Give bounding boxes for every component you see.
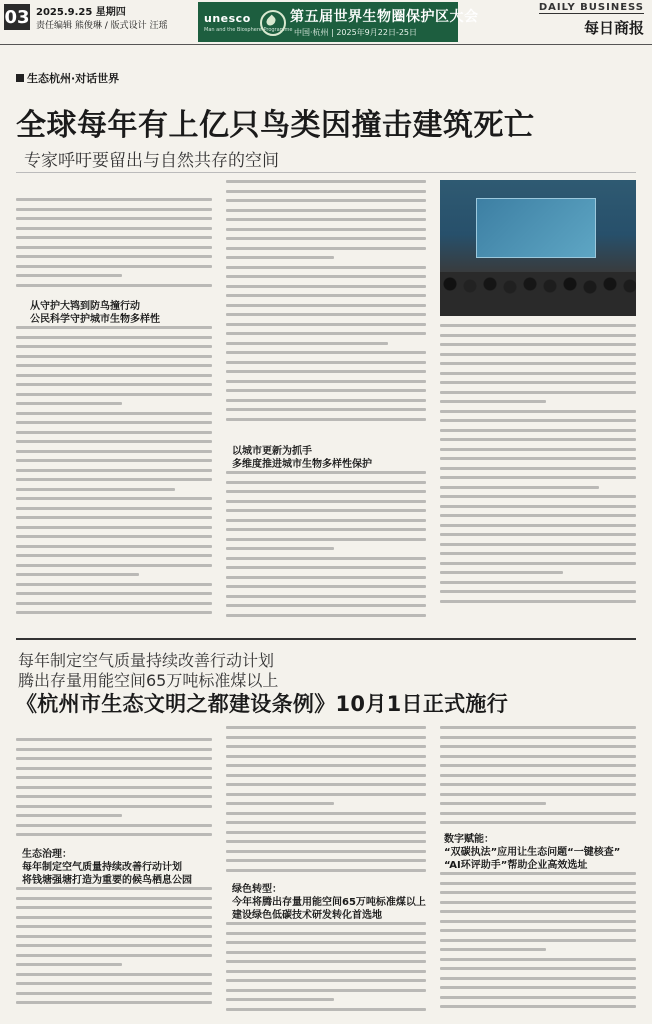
body-text-line — [16, 236, 212, 239]
body-text-line — [16, 786, 212, 789]
editor-credit: 责任编辑 熊俊琳 / 版式设计 汪瑶 — [36, 21, 168, 31]
body-text-line — [226, 528, 426, 531]
body-text-line — [16, 887, 212, 890]
body-text-line — [226, 941, 426, 944]
body-text-line — [226, 538, 426, 541]
body-text-line — [226, 361, 426, 364]
audience-silhouettes — [440, 272, 636, 316]
body-text-line — [16, 450, 212, 453]
body-text-line — [226, 850, 426, 853]
body-text-line — [16, 992, 212, 995]
body-text-line — [226, 566, 426, 569]
article2-kicker-2: 腾出存量用能空间65万吨标准煤以上 — [18, 671, 279, 690]
body-text-line — [16, 564, 212, 567]
body-text-line — [16, 208, 212, 211]
article2-subhead: “双碳执法”应用让生态问题“一键核查” — [444, 847, 621, 858]
body-text-line — [16, 795, 212, 798]
body-text-line — [16, 748, 212, 751]
body-text-line — [440, 920, 636, 923]
body-text-line — [226, 604, 426, 607]
body-text-line — [440, 986, 636, 989]
body-text-line — [16, 364, 212, 367]
body-text-line — [226, 500, 426, 503]
body-text-line — [440, 505, 636, 508]
article2-subhead: “AI环评助手”帮助企业高效选址 — [444, 860, 588, 871]
body-text-line — [226, 802, 334, 805]
body-text-line — [226, 323, 426, 326]
body-text-line — [226, 783, 426, 786]
body-text-line — [226, 859, 426, 862]
article1-column-3 — [440, 324, 636, 609]
article2-subhead: 生态治理： — [22, 849, 72, 860]
body-text-line — [226, 351, 426, 354]
body-text-line — [16, 824, 212, 827]
body-text-line — [440, 812, 636, 815]
body-text-line — [440, 996, 636, 999]
body-text-line — [16, 255, 212, 258]
article1-subhead: 以城市更新为抓手 — [232, 446, 312, 457]
body-text-line — [226, 228, 426, 231]
stage-screen — [476, 198, 596, 258]
article2-subhead: 绿色转型： — [232, 884, 282, 895]
article1-subheadline: 专家呼吁要留出与自然共存的空间 — [24, 151, 279, 171]
body-text-line — [16, 402, 122, 405]
body-text-line — [440, 410, 636, 413]
body-text-line — [440, 419, 636, 422]
body-text-line — [226, 557, 426, 560]
article2-subhead: 今年将腾出存量用能空间65万吨标准煤以上 — [232, 897, 426, 908]
article1-column-1-cont — [16, 326, 212, 621]
body-text-line — [16, 478, 212, 481]
body-text-line — [440, 590, 636, 593]
body-text-line — [440, 793, 636, 796]
body-text-line — [16, 217, 212, 220]
body-text-line — [16, 336, 212, 339]
body-text-line — [440, 353, 636, 356]
body-text-line — [226, 190, 426, 193]
body-text-line — [226, 266, 426, 269]
body-text-line — [16, 469, 212, 472]
article2-headline: 《杭州市生态文明之都建设条例》10月1日正式施行 — [16, 692, 509, 716]
body-text-line — [16, 459, 212, 462]
body-text-line — [226, 408, 426, 411]
body-text-line — [16, 954, 212, 957]
paper-name-english: DAILY BUSINESS — [538, 2, 644, 13]
body-text-line — [226, 736, 426, 739]
body-text-line — [226, 932, 426, 935]
body-text-line — [440, 764, 636, 767]
body-text-line — [226, 998, 334, 1001]
body-text-line — [16, 393, 212, 396]
body-text-line — [226, 922, 426, 925]
body-text-line — [440, 457, 636, 460]
body-text-line — [440, 429, 636, 432]
body-text-line — [440, 391, 636, 394]
body-text-line — [440, 514, 636, 517]
body-text-line — [226, 726, 426, 729]
article-divider — [16, 638, 636, 640]
body-text-line — [16, 583, 212, 586]
body-text-line — [226, 247, 426, 250]
body-text-line — [16, 592, 212, 595]
article1-headline: 全球每年有上亿只鸟类因撞击建筑死亡 — [16, 108, 535, 143]
body-text-line — [226, 745, 426, 748]
body-text-line — [226, 1008, 426, 1011]
body-text-line — [16, 833, 212, 836]
body-text-line — [440, 438, 636, 441]
body-text-line — [16, 1001, 212, 1004]
article1-column-2 — [226, 180, 426, 427]
body-text-line — [16, 326, 212, 329]
body-text-line — [440, 533, 636, 536]
body-text-line — [16, 507, 212, 510]
body-text-line — [226, 199, 426, 202]
body-text-line — [226, 519, 426, 522]
body-text-line — [16, 545, 212, 548]
article1-column-1 — [16, 198, 212, 293]
body-text-line — [226, 831, 426, 834]
article2-column-3-cont — [440, 872, 636, 1015]
body-text-line — [226, 294, 426, 297]
body-text-line — [16, 227, 212, 230]
body-text-line — [16, 535, 212, 538]
body-text-line — [440, 910, 636, 913]
body-text-line — [16, 925, 212, 928]
body-text-line — [440, 802, 546, 805]
body-text-line — [440, 872, 636, 875]
body-text-line — [16, 982, 212, 985]
body-text-line — [226, 989, 426, 992]
body-text-line — [440, 939, 636, 942]
banner-subtitle: 中国·杭州 | 2025年9月22日-25日 — [294, 28, 418, 37]
section-tag — [16, 70, 119, 86]
body-text-line — [16, 916, 212, 919]
body-text-line — [226, 304, 426, 307]
body-text-line — [226, 180, 426, 183]
body-text-line — [440, 467, 636, 470]
body-text-line — [440, 552, 636, 555]
body-text-line — [16, 355, 212, 358]
body-text-line — [226, 370, 426, 373]
article2-column-2 — [226, 726, 426, 878]
square-bullet-icon — [16, 74, 24, 82]
body-text-line — [16, 757, 212, 760]
body-text-line — [226, 399, 426, 402]
body-text-line — [440, 400, 546, 403]
body-text-line — [16, 602, 212, 605]
body-text-line — [440, 381, 636, 384]
body-text-line — [440, 891, 636, 894]
conference-banner — [198, 2, 479, 42]
body-text-line — [440, 726, 636, 729]
body-text-line — [226, 481, 426, 484]
body-text-line — [226, 970, 426, 973]
body-text-line — [440, 524, 636, 527]
body-text-line — [16, 973, 212, 976]
article2-subhead: 每年制定空气质量持续改善行动计划 — [22, 862, 182, 873]
body-text-line — [226, 237, 426, 240]
body-text-line — [440, 929, 636, 932]
page-number: 03 — [4, 4, 30, 30]
body-text-line — [440, 755, 636, 758]
unesco-logo-subtext: Man and the Biosphere Programme — [204, 27, 293, 33]
body-text-line — [440, 948, 546, 951]
body-text-line — [16, 944, 212, 947]
body-text-line — [226, 313, 426, 316]
body-text-line — [440, 334, 636, 337]
body-text-line — [16, 767, 212, 770]
banner-title: 第五届世界生物圈保护区大会 — [290, 9, 479, 25]
body-text-line — [16, 412, 212, 415]
body-text-line — [226, 960, 426, 963]
body-text-line — [226, 755, 426, 758]
body-text-line — [440, 774, 636, 777]
body-text-line — [226, 774, 426, 777]
body-text-line — [440, 958, 636, 961]
masthead — [0, 0, 652, 45]
body-text-line — [440, 571, 563, 574]
body-text-line — [440, 1005, 636, 1008]
body-text-line — [440, 581, 636, 584]
body-text-line — [16, 963, 122, 966]
body-text-line — [440, 543, 636, 546]
body-text-line — [16, 345, 212, 348]
body-text-line — [226, 812, 426, 815]
article1-column-2-cont — [226, 471, 426, 623]
body-text-line — [226, 275, 426, 278]
body-text-line — [226, 389, 426, 392]
body-text-line — [16, 805, 212, 808]
body-text-line — [226, 285, 426, 288]
body-text-line — [226, 585, 426, 588]
body-text-line — [440, 745, 636, 748]
body-text-line — [16, 497, 212, 500]
divider — [16, 172, 636, 173]
body-text-line — [440, 783, 636, 786]
body-text-line — [226, 821, 426, 824]
body-text-line — [226, 490, 426, 493]
body-text-line — [440, 495, 636, 498]
article2-column-2-cont — [226, 922, 426, 1017]
body-text-line — [226, 614, 426, 617]
section-tag-label: 生态杭州·对话世界 — [27, 72, 120, 85]
body-text-line — [226, 595, 426, 598]
body-text-line — [440, 736, 636, 739]
body-text-line — [16, 526, 212, 529]
body-text-line — [226, 218, 426, 221]
article2-column-1 — [16, 738, 212, 843]
body-text-line — [226, 979, 426, 982]
body-text-line — [440, 343, 636, 346]
body-text-line — [16, 935, 212, 938]
body-text-line — [16, 198, 212, 201]
body-text-line — [16, 421, 212, 424]
body-text-line — [16, 906, 212, 909]
article1-subhead: 公民科学守护城市生物多样性 — [30, 314, 160, 325]
article2-column-1-cont — [16, 887, 212, 1011]
body-text-line — [226, 342, 388, 345]
body-text-line — [16, 274, 122, 277]
biosphere-leaf-icon — [260, 10, 286, 36]
body-text-line — [16, 573, 139, 576]
body-text-line — [16, 516, 212, 519]
body-text-line — [226, 576, 426, 579]
article2-subhead: 数字赋能： — [444, 834, 494, 845]
body-text-line — [440, 362, 636, 365]
article1-subhead: 多维度推进城市生物多样性保护 — [232, 459, 372, 470]
body-text-line — [226, 764, 426, 767]
body-text-line — [16, 776, 212, 779]
body-text-line — [440, 372, 636, 375]
body-text-line — [440, 901, 636, 904]
forum-photo — [440, 180, 636, 316]
body-text-line — [226, 840, 426, 843]
body-text-line — [16, 897, 212, 900]
body-text-line — [226, 256, 334, 259]
article2-column-3 — [440, 726, 636, 831]
body-text-line — [16, 383, 212, 386]
body-text-line — [16, 374, 212, 377]
article1-subhead: 从守护大鸨到防鸟撞行动 — [30, 301, 140, 312]
body-text-line — [226, 869, 426, 872]
body-text-line — [440, 967, 636, 970]
body-text-line — [16, 246, 212, 249]
body-text-line — [16, 265, 212, 268]
body-text-line — [440, 977, 636, 980]
body-text-line — [440, 324, 636, 327]
body-text-line — [226, 418, 426, 421]
body-text-line — [440, 562, 636, 565]
body-text-line — [226, 793, 426, 796]
body-text-line — [16, 488, 175, 491]
body-text-line — [226, 332, 426, 335]
issue-date: 2025.9.25 星期四 — [36, 7, 126, 18]
body-text-line — [226, 509, 426, 512]
body-text-line — [440, 882, 636, 885]
body-text-line — [16, 738, 212, 741]
body-text-line — [226, 951, 426, 954]
body-text-line — [226, 471, 426, 474]
body-text-line — [16, 611, 212, 614]
body-text-line — [440, 600, 636, 603]
body-text-line — [440, 821, 636, 824]
article2-subhead: 将钱塘强塘打造为重要的候鸟栖息公园 — [22, 875, 192, 886]
article2-subhead: 建设绿色低碳技术研发转化首选地 — [232, 910, 382, 921]
unesco-logo-text: unesco — [204, 12, 251, 25]
body-text-line — [440, 448, 636, 451]
paper-name-chinese: 每日商报 — [583, 19, 644, 37]
article2-kicker-1: 每年制定空气质量持续改善行动计划 — [18, 651, 275, 670]
body-text-line — [226, 547, 334, 550]
body-text-line — [16, 554, 212, 557]
body-text-line — [16, 284, 212, 287]
body-text-line — [16, 440, 212, 443]
body-text-line — [226, 380, 426, 383]
body-text-line — [16, 431, 212, 434]
body-text-line — [16, 814, 122, 817]
body-text-line — [440, 486, 599, 489]
body-text-line — [226, 209, 426, 212]
body-text-line — [440, 476, 636, 479]
